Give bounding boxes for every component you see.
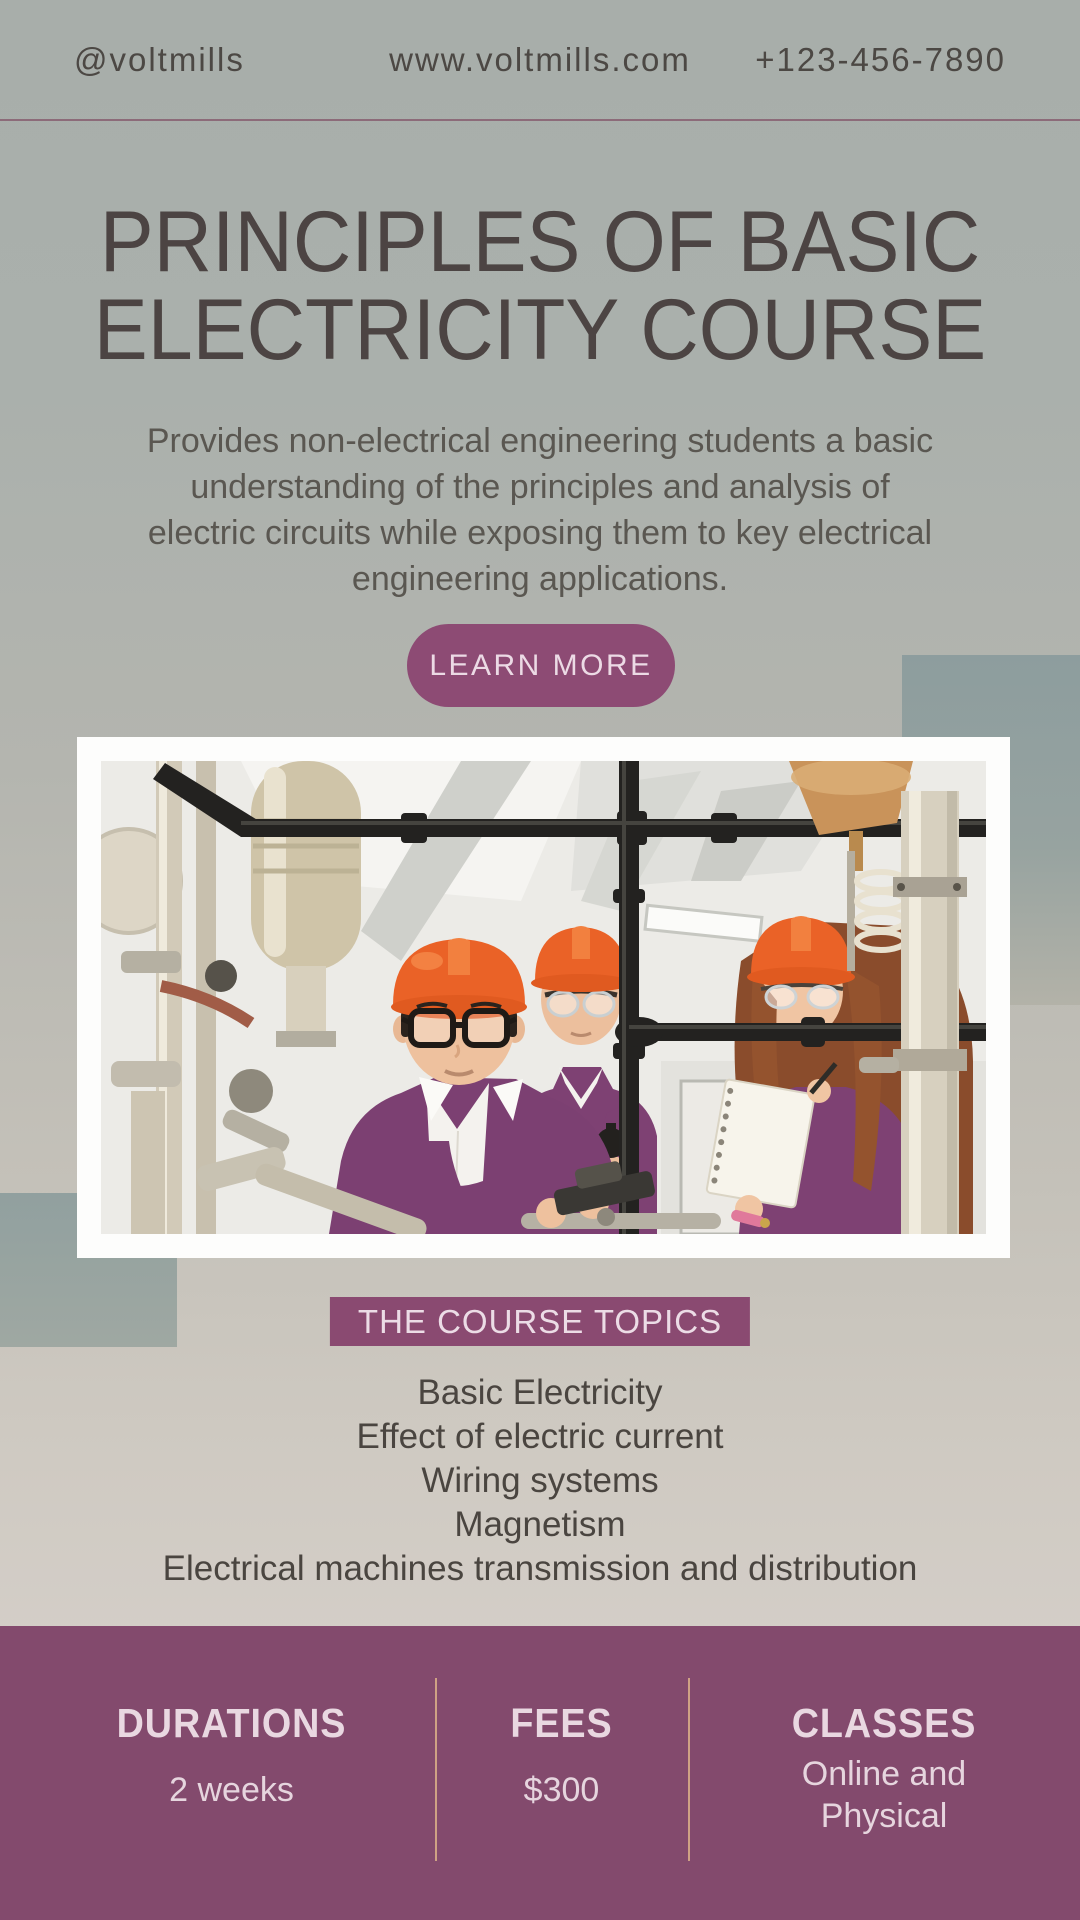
learn-more-button[interactable]: LEARN MORE — [407, 624, 675, 707]
topic-item: Magnetism — [454, 1505, 626, 1544]
phone-number: +123-456-7890 — [755, 40, 1006, 78]
footer-divider — [435, 1678, 437, 1861]
footer-column — [435, 1700, 688, 1837]
footer-column-value: Online and Physical — [801, 1755, 967, 1835]
footer-panel — [0, 1626, 1080, 1920]
footer-column-value: 2 weeks — [169, 1771, 294, 1809]
page-title — [32, 194, 1047, 378]
footer-divider — [688, 1678, 690, 1861]
topic-item: Electrical machines transmission and distribution — [162, 1549, 918, 1588]
title-line-2: ELECTRICITY COURSE — [93, 282, 987, 378]
course-description — [0, 418, 1080, 602]
course-photo — [101, 761, 986, 1234]
topic-item: Wiring systems — [421, 1461, 659, 1500]
header-bar — [0, 0, 1080, 121]
footer-column — [688, 1700, 1052, 1837]
topics-list — [0, 1371, 1080, 1591]
course-photo-illustration — [101, 761, 986, 1234]
topic-item: Effect of electric current — [356, 1417, 724, 1456]
description-line: engineering applications. — [351, 560, 729, 598]
description-line: Provides non-electrical engineering students a basic — [146, 422, 934, 460]
website-url: www.voltmills.com — [389, 40, 691, 78]
topic-item: Basic Electricity — [417, 1373, 663, 1412]
footer-column-value: $300 — [523, 1771, 600, 1809]
photo-frame — [77, 737, 1010, 1258]
footer-columns — [0, 1700, 1080, 1837]
footer-column-label: CLASSES — [791, 1700, 977, 1746]
footer-column-label: FEES — [510, 1700, 613, 1746]
footer-column-label: DURATIONS — [116, 1700, 347, 1746]
topics-banner: THE COURSE TOPICS — [330, 1297, 750, 1346]
footer-column — [0, 1700, 435, 1837]
social-handle: @voltmills — [74, 40, 245, 78]
description-line: electric circuits while exposing them to key electrical — [147, 514, 933, 552]
description-line: understanding of the principles and analysis of — [190, 468, 890, 506]
title-line-1: PRINCIPLES OF BASIC — [99, 194, 981, 290]
